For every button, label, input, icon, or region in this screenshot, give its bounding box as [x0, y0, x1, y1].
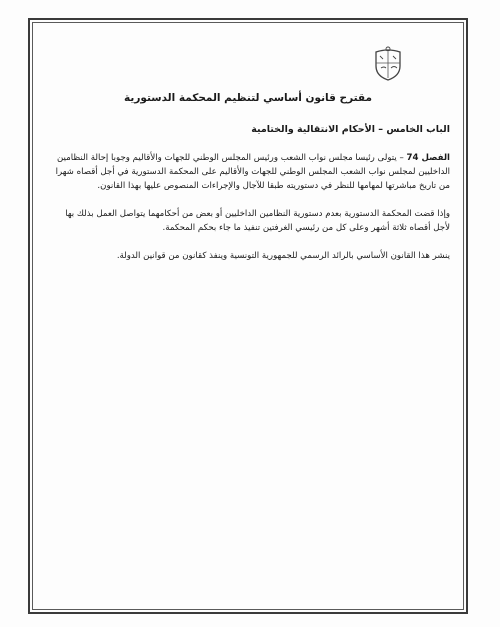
document-body	[46, 92, 450, 277]
paragraph-2: وإذا قضت المحكمة الدستورية بعدم دستورية النظامين الداخليين أو بعض من أحكامهما يتواصل العمل بذلك بها لأجل أقصاه ثلاثة أشهر وعلى كل من رئيسي الغرفتين تنفيذ ما جاء بحكم المحكمة.	[65, 209, 450, 233]
chapter-heading: الباب الخامس – الأحكام الانتقالية والختامية	[251, 124, 450, 135]
article-text: – يتولى رئيسا مجلس نواب الشعب ورئيس المجلس الوطني للجهات والأقاليم وجوبا إحالة النظامين الداخليين لمجلس نواب الشعب المجلس الوطني للجهات والأقاليم على المحكمة الدستورية في أجل أقصاه شهرا من تاريخ مباشرتها لمهامها للنظر في دستوريته طبقا للآجال والإجراءات المنصوص عليها بهذا القانون.	[55, 153, 450, 191]
paragraph-3: ينشر هذا القانون الأساسي بالرائد الرسمي للجمهورية التونسية وينفذ كقانون من قوانين الدولة.	[116, 251, 450, 261]
tunisia-coat-of-arms-icon	[372, 46, 404, 82]
article-label: الفصل 74	[406, 153, 450, 163]
article-74	[46, 151, 450, 193]
document-title: مقترح قانون أساسي لتنظيم المحكمة الدستورية	[124, 92, 372, 104]
